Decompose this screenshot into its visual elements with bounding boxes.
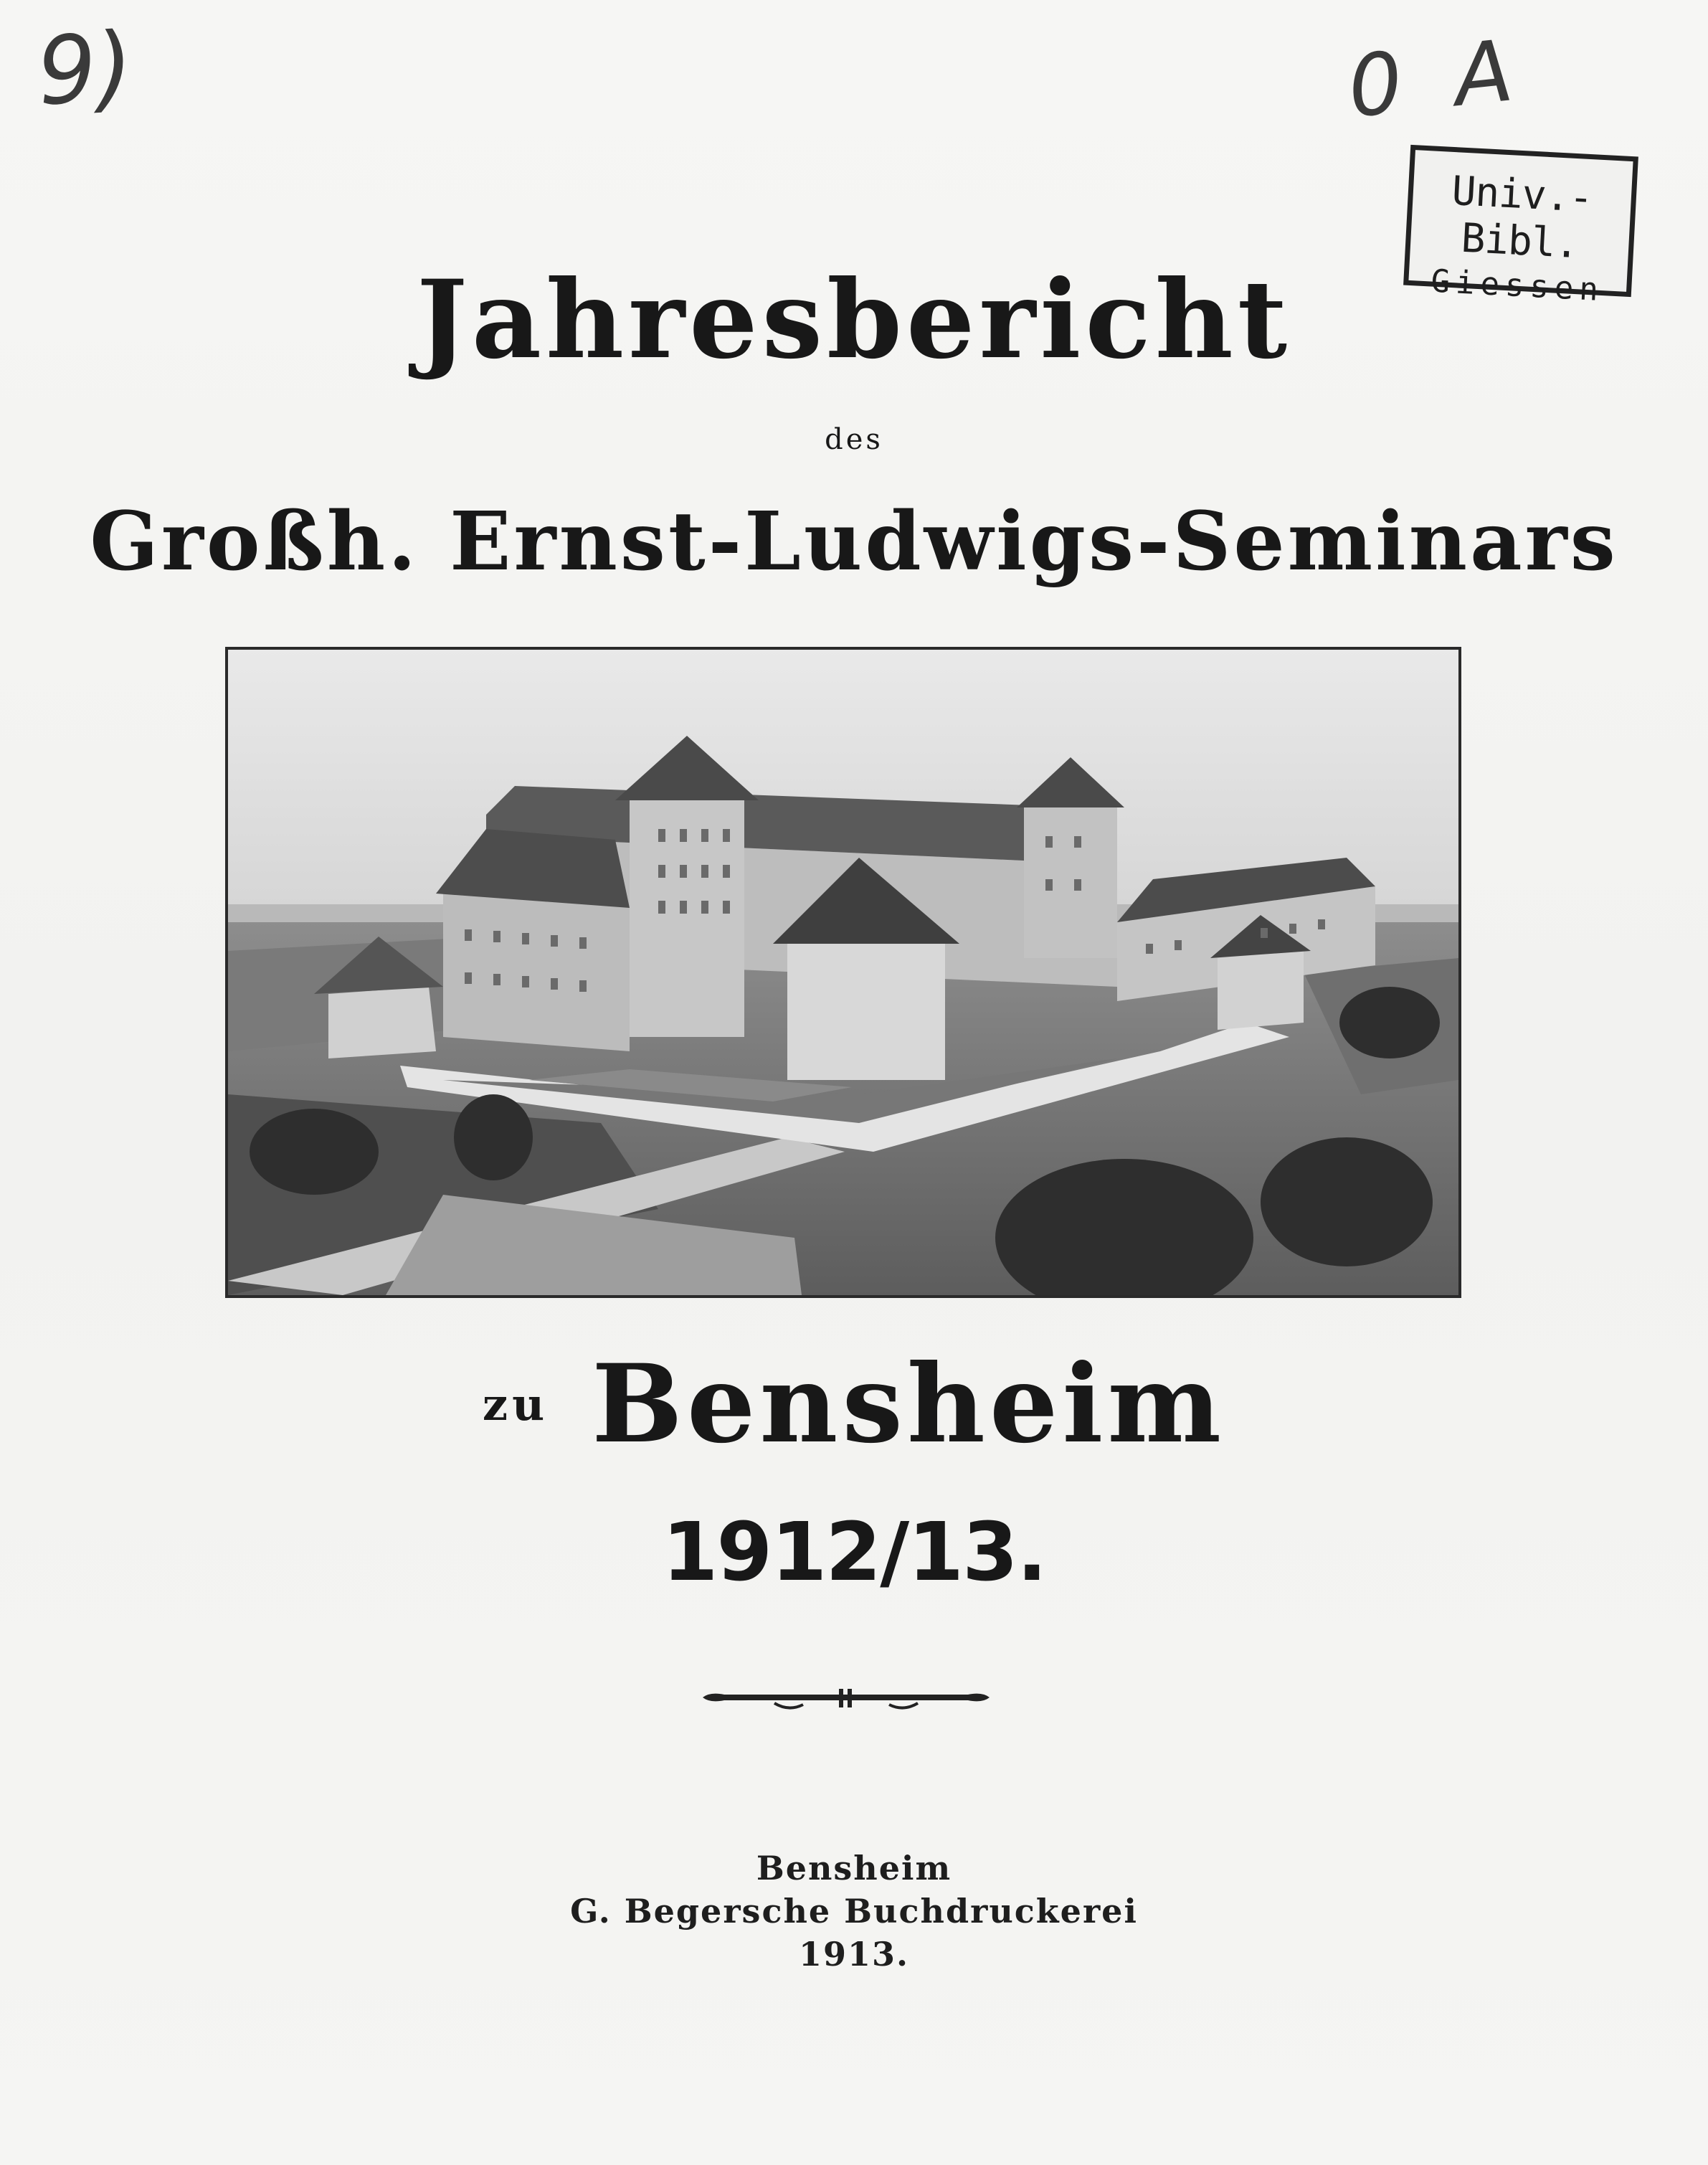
imprint-year: 1913. [798, 1935, 910, 1974]
imprint-city: Bensheim [756, 1849, 952, 1887]
location-prefix: zu [482, 1378, 549, 1431]
pencil-mark-right: 0 A [1343, 19, 1530, 137]
location-name: Bensheim [592, 1341, 1226, 1467]
stamp-line-library: Univ.-Bibl. [1451, 167, 1594, 268]
institution-name: Großh. Ernst-Ludwigs-Seminars [90, 495, 1618, 589]
pencil-mark-left: 9) [33, 11, 137, 127]
title-connector: des [825, 423, 883, 456]
location-line [0, 1341, 1708, 1467]
seminar-building-aerial-view-icon [228, 650, 1458, 1295]
imprint-printer: G. Begersche Buchdruckerei [570, 1892, 1138, 1931]
school-year: 1912/13. [662, 1506, 1046, 1599]
ornament-rule-icon [696, 1682, 997, 1718]
stamp-line-city: Giessen [1430, 262, 1605, 309]
building-photograph [225, 647, 1461, 1298]
report-title: Jahresbericht [416, 257, 1292, 383]
